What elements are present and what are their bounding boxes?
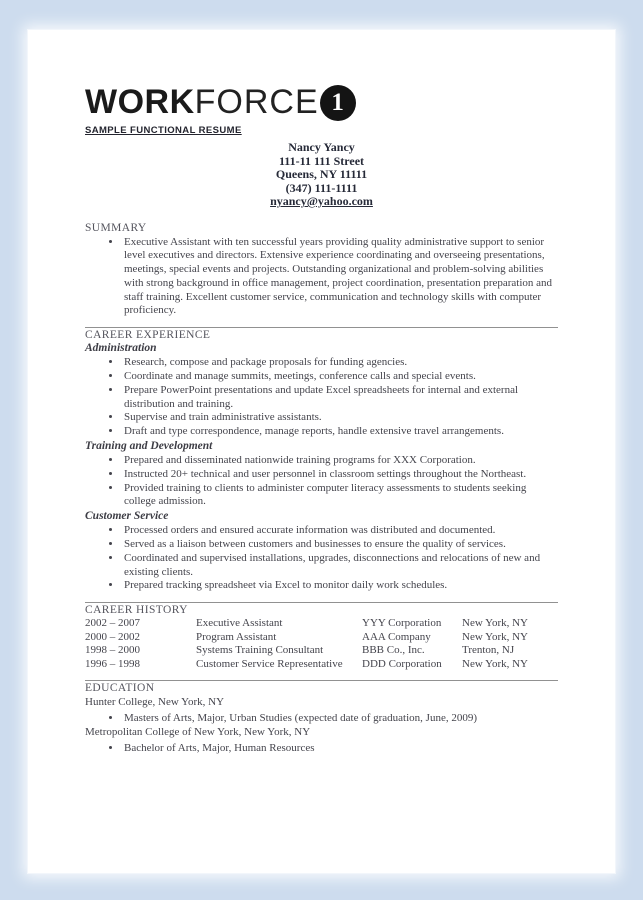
experience-bullet-list — [85, 356, 558, 439]
education-bullet: • Bachelor of Arts, Major, Human Resources — [122, 742, 558, 756]
history-years: 1996 – 1998 — [85, 657, 140, 670]
education-school: Metropolitan College of New York, New York, NY — [85, 726, 311, 739]
experience-group-title-administration: Administration — [85, 342, 157, 355]
contact-phone: (347) 111-1111 — [285, 180, 358, 195]
education-bullet-list — [85, 712, 558, 726]
section-heading-experience: CAREER EXPERIENCE — [85, 329, 211, 342]
experience-bullet: • Draft and type correspondence, manage reports, handle extensive travel arrangements. — [122, 425, 558, 439]
summary-bullet-list — [85, 236, 558, 319]
experience-bullet: • Provided training to clients to administer computer literacy assessments to students seeking college admission. — [122, 482, 558, 510]
experience-bullet: • Coordinated and supervised installations, upgrades, disconnections and relocations of new and existing clients. — [122, 552, 558, 580]
experience-bullet: • Prepare PowerPoint presentations and update Excel spreadsheets for internal and external distribution and training. — [122, 384, 558, 412]
history-location: New York, NY — [462, 657, 529, 670]
experience-bullet: • Served as a liaison between customers and businesses to ensure the quality of services. — [122, 538, 558, 552]
history-company: AAA Company — [362, 630, 431, 643]
history-title: Executive Assistant — [196, 617, 283, 630]
section-divider — [85, 680, 558, 681]
experience-bullet: • Processed orders and ensured accurate information was distributed and documented. — [122, 524, 558, 538]
experience-bullet-list — [85, 524, 558, 593]
career-history-table — [85, 617, 558, 671]
experience-bullet: • Supervise and train administrative assistants. — [122, 411, 558, 425]
history-title: Program Assistant — [196, 630, 277, 643]
experience-bullet-list — [85, 454, 558, 509]
logo-badge-1: 1 — [320, 85, 356, 121]
history-years: 1998 – 2000 — [85, 644, 140, 657]
section-heading-education: EDUCATION — [85, 682, 155, 695]
experience-bullet: • Coordinate and manage summits, meetings, conference calls and special events. — [122, 370, 558, 384]
history-title: Systems Training Consultant — [196, 644, 324, 657]
history-row — [85, 631, 558, 645]
education-school: Hunter College, New York, NY — [85, 696, 225, 709]
sample-resume-label: SAMPLE FUNCTIONAL RESUME — [85, 125, 242, 136]
workforce1-logo — [85, 83, 558, 122]
education-bullet: • Masters of Arts, Major, Urban Studies (expected date of graduation, June, 2009) — [122, 712, 558, 726]
history-company: BBB Co., Inc. — [362, 644, 425, 657]
history-location: Trenton, NJ — [462, 644, 515, 657]
contact-name: Nancy Yancy — [288, 140, 355, 154]
resume-page — [28, 30, 615, 873]
education-section — [85, 696, 558, 755]
contact-street: 111-11 111 Street — [278, 153, 365, 168]
history-years: 2002 – 2007 — [85, 617, 140, 630]
history-row — [85, 617, 558, 631]
history-location: New York, NY — [462, 617, 529, 630]
section-divider — [85, 602, 558, 603]
contact-block — [85, 141, 558, 209]
experience-bullet: • Research, compose and package proposals for funding agencies. — [122, 356, 558, 370]
history-company: YYY Corporation — [362, 617, 442, 630]
experience-bullet: • Prepared tracking spreadsheet via Excel to monitor daily work schedules. — [122, 579, 558, 593]
experience-bullet: • Instructed 20+ technical and user personnel in classroom settings throughout the Northeast. — [122, 468, 558, 482]
section-heading-summary: SUMMARY — [85, 221, 147, 234]
history-row — [85, 644, 558, 658]
page-content — [28, 30, 615, 755]
experience-group-title-customer-service: Customer Service — [85, 510, 169, 523]
history-company: DDD Corporation — [362, 657, 442, 670]
summary-bullet: • Executive Assistant with ten successful years providing quality administrative support to senior level executives and directors. Extensive experience coordinating and overseeing presentations, meetings, special events and projects. Outstanding organizational and problem-solving abilities with strong background in office management, project coordination, presentation preparation and staff training. Excellent customer service, communication and technology skills with computer proficiency. — [122, 236, 558, 319]
history-title: Customer Service Representative — [196, 657, 343, 670]
history-location: New York, NY — [462, 630, 529, 643]
experience-bullet: • Prepared and disseminated nationwide training programs for XXX Corporation. — [122, 454, 558, 468]
education-bullet-list — [85, 742, 558, 756]
section-heading-history: CAREER HISTORY — [85, 604, 188, 617]
logo-text-force: FORCE — [194, 83, 319, 121]
history-row — [85, 658, 558, 672]
history-years: 2000 – 2002 — [85, 630, 140, 643]
contact-email-link[interactable]: nyancy@yahoo.com — [270, 194, 373, 208]
section-divider — [85, 327, 558, 328]
contact-city: Queens, NY 11111 — [275, 167, 368, 181]
logo-text-work: WORK — [85, 83, 195, 121]
experience-group-title-training: Training and Development — [85, 440, 213, 453]
